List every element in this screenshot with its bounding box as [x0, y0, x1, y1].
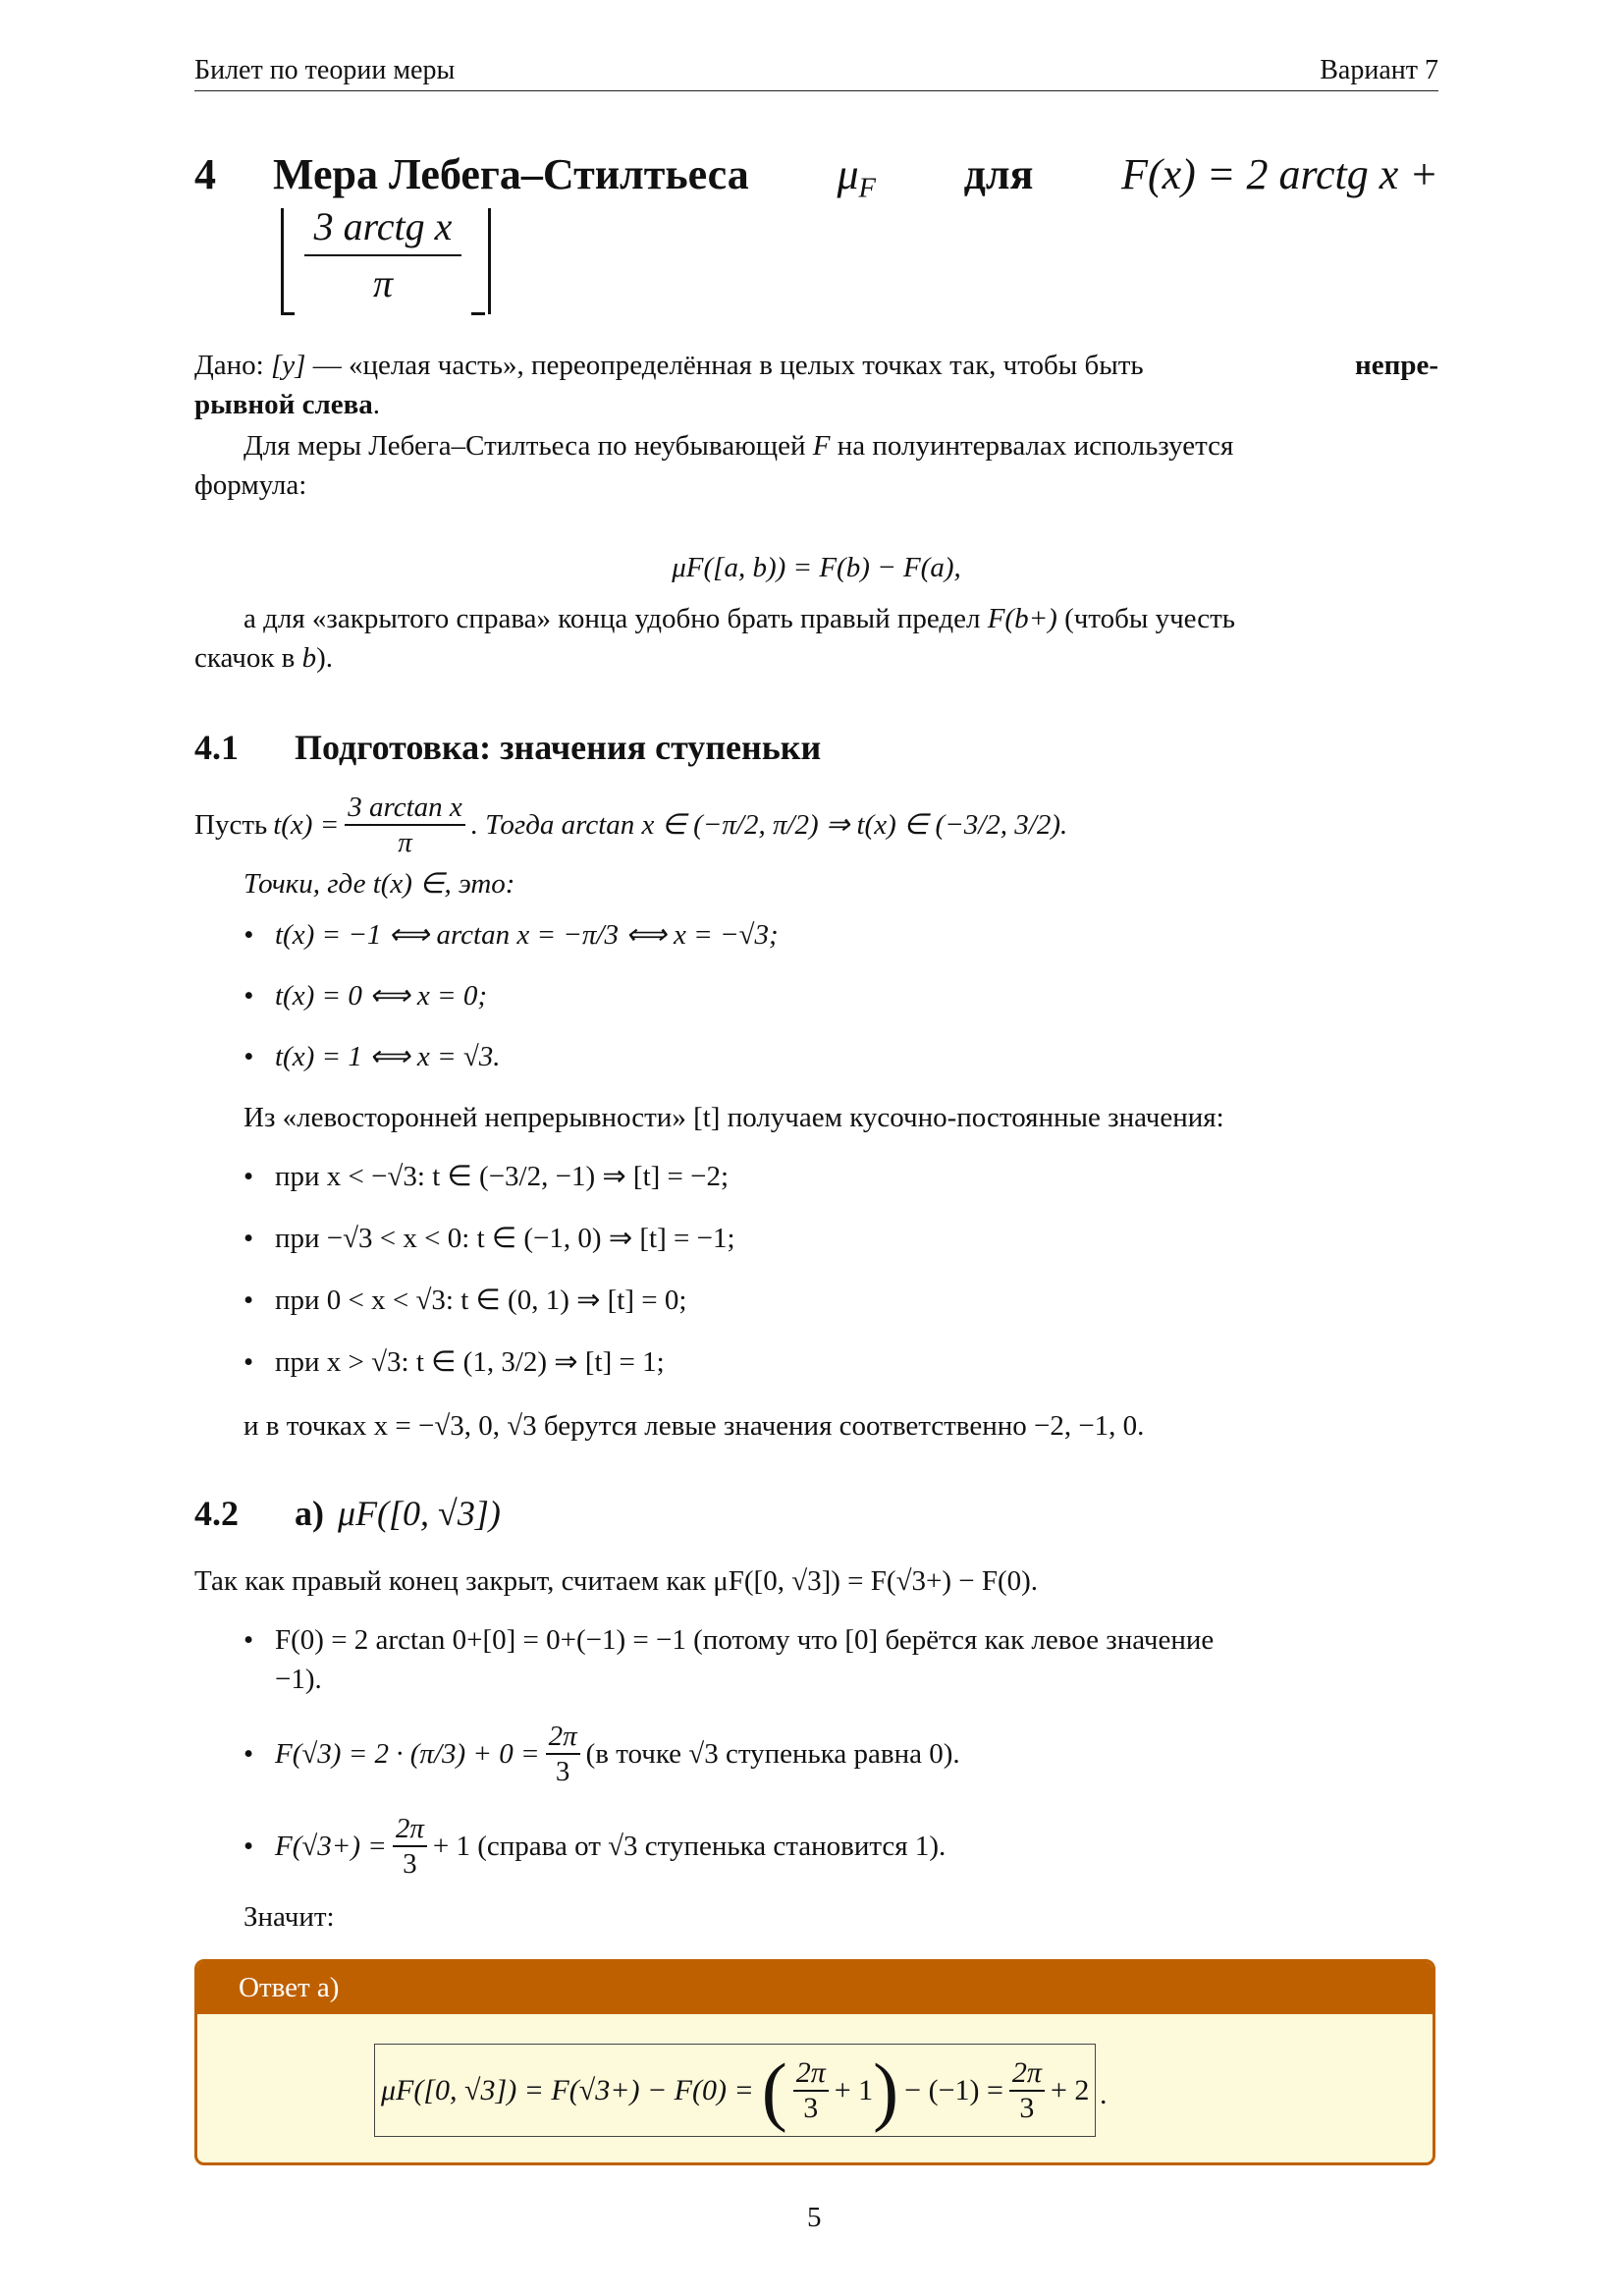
answer-title: Ответ а) — [197, 1962, 1433, 2014]
list-item: • t(x) = −1 ⟺ arctan x = −π/3 ⟺ x = −√3; — [194, 915, 1438, 955]
section-title-for: для — [963, 150, 1034, 198]
right-limit-paragraph: а для «закрытого справа» конца удобно брать правый предел F(b+) (чтобы учесть скачок в b). — [194, 603, 1236, 674]
answer-lhs: μF([0, √3]) = F(√3+) − F(0) = — [381, 2073, 754, 2106]
subsection-4-2-heading — [194, 1493, 1438, 1534]
list-item: • при −√3 < x < 0: t ∈ (−1, 0) ⇒ [t] = −1; — [194, 1219, 1438, 1258]
answer-paren-plus: + 1 — [834, 2073, 874, 2106]
given-paragraph: Дано: [y] — «целая часть», переопределённая в целых точках так, чтобы быть непре- рывной слева. — [194, 350, 1438, 420]
answer-paren-fraction: 2π 3 — [793, 2056, 829, 2125]
left-values-line: и в точках x = −√3, 0, √3 берутся левые значения соответственно −2, −1, 0. — [243, 1410, 1145, 1442]
floor-right-foot — [471, 312, 485, 315]
list-item: • t(x) = 1 ⟺ x = √3. — [194, 1037, 1438, 1076]
F0-item — [194, 1620, 1438, 1699]
floor-fraction — [297, 201, 469, 309]
subsection-number: 4.2 — [194, 1494, 239, 1533]
therefore-line: Значит: — [243, 1901, 335, 1933]
subsection-part: а) — [295, 1494, 324, 1533]
left-continuity-line: Из «левосторонней непрерывности» [t] получаем кусочно-постоянные значения: — [243, 1102, 1224, 1133]
ranges-list — [194, 1157, 1438, 1382]
list-item: • F(0) = 2 arctan 0+[0] = 0+(−1) = −1 (потому что [0] берётся как левое значение −1). — [194, 1620, 1438, 1699]
Fsqrt3-item — [194, 1717, 1438, 1791]
closed-end-line: Так как правый конец закрыт, считаем как μF([0, √3]) = F(√3+) − F(0). — [194, 1565, 1039, 1597]
list-item: • F(√3+) = 2π 3 + 1 (справа от √3 ступенька становится 1). — [194, 1809, 1438, 1884]
subsection-4-1-heading — [194, 727, 1438, 768]
page-number: 5 — [807, 2202, 822, 2233]
section-number: 4 — [194, 150, 216, 198]
answer-mid: − (−1) = — [904, 2073, 1003, 2106]
list-item: • при x < −√3: t ∈ (−3/2, −1) ⇒ [t] = −2; — [194, 1157, 1438, 1196]
let-t-line: Пусть t(x) = 3 arctan x π . Тогда arctan x ∈ (−π/2, π/2) ⇒ t(x) ∈ (−3/2, 3/2). — [194, 792, 1068, 858]
points-intro: Точки, где t(x) ∈, это: — [243, 868, 515, 900]
floor-denominator: π — [372, 261, 394, 305]
floor-numerator: 3 arctg x — [313, 204, 453, 248]
formula-paragraph: Для меры Лебега–Стилтьеса по неубывающей F на полуинтервалах используется формула: — [194, 430, 1234, 501]
answer-box — [194, 1959, 1435, 2165]
floor-left-foot — [281, 312, 295, 315]
subsection-formula: μF([0, √3]) — [338, 1494, 501, 1533]
header-title: Билет по теории меры — [194, 55, 456, 85]
section-title-text: Мера Лебега–Стилтьеса — [273, 150, 749, 198]
list-item: • при 0 < x < √3: t ∈ (0, 1) ⇒ [t] = 0; — [194, 1281, 1438, 1320]
display-formula-mu: μF([a, b)) = F(b) − F(a), — [672, 552, 961, 583]
answer-formula — [374, 2044, 1096, 2137]
points-list — [194, 915, 1438, 1076]
answer-result-plus: + 2 — [1050, 2073, 1090, 2106]
list-item: • t(x) = 0 ⟺ x = 0; — [194, 976, 1438, 1015]
answer-period: . — [1100, 2078, 1108, 2110]
running-header — [194, 51, 1438, 91]
section-title-formula: F(x) = 2 arctg x + — [1121, 150, 1438, 198]
list-item: • при x > √3: t ∈ (1, 3/2) ⇒ [t] = 1; — [194, 1342, 1438, 1382]
list-item: • F(√3) = 2 · (π/3) + 0 = 2π 3 (в точке √3 ступенька равна 0). — [194, 1717, 1438, 1791]
answer-result-fraction: 2π 3 — [1009, 2056, 1045, 2125]
subsection-number: 4.1 — [194, 728, 239, 767]
left-paren: ( — [761, 2047, 787, 2133]
Fsqrt3plus-item — [194, 1809, 1438, 1884]
subsection-title: Подготовка: значения ступеньки — [295, 728, 822, 767]
header-variant: Вариант 7 — [1320, 55, 1438, 85]
section-title-mu: $\mu_F$ — [837, 150, 876, 204]
right-paren: ) — [873, 2047, 899, 2133]
